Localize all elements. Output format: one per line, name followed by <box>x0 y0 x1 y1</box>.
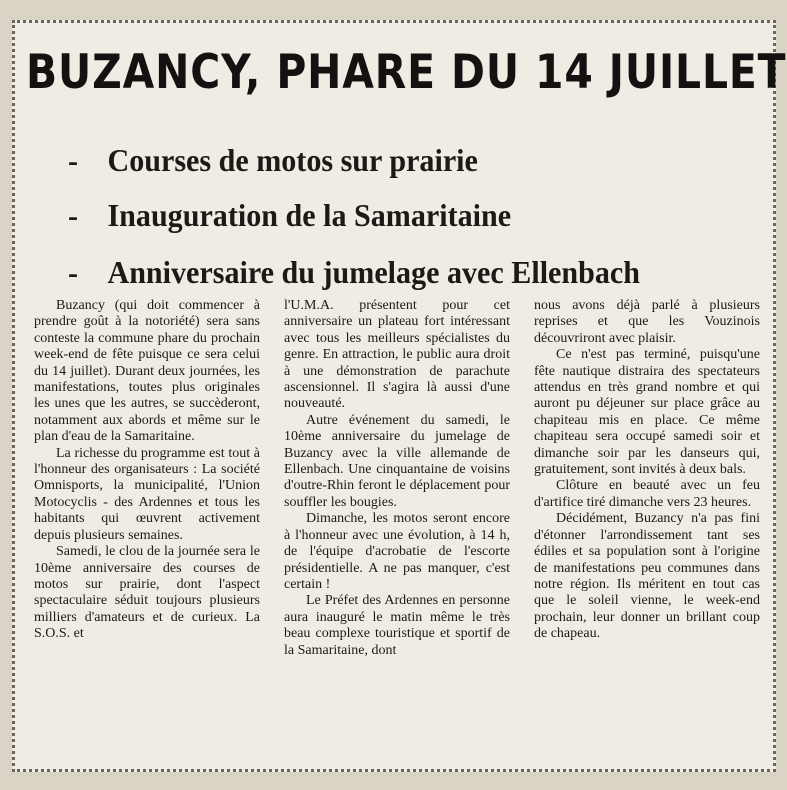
paragraph: Décidément, Buzancy n'a pas fini d'étonner l'arrondissement tant ses édiles et sa population sont à l'origine de manifestations peu communes dans notre région. Ils méritent en tout cas que le soleil vienne, le week-end prochain, leur donner un brillant coup de chapeau. <box>534 511 760 642</box>
paragraph: l'U.M.A. présentent pour cet anniversaire un plateau fort intéressant avec tous les meilleurs spécialistes du genre. En attraction, le public aura droit à une démonstration de parachute ascensionnel. Il s'agira là aussi d'une nouveauté. <box>284 298 510 412</box>
headline: BUZANCY, PHARE DU 14 JUILLET <box>26 45 787 100</box>
paragraph: nous avons déjà parlé à plusieurs reprises et que les Vouzinois découvriront avec plaisir. <box>534 298 760 346</box>
paragraph: La richesse du programme est tout à l'honneur des organisateurs : La société Omnisports, la municipalité, l'Union Motocyclis - des Ardennes et tous les habitants qui œuvrent activement depuis plusieurs semaines. <box>34 445 260 543</box>
paragraph: Buzancy (qui doit commencer à prendre goût à la notoriété) sera sans conteste la commune phare du prochain week-end de fête puisque ce sera celui du 14 juillet). Durant deux journées, les manifestations, toutes plus originales les unes que les autres, se succèderont, notamment aux abords et même sur le plan d'eau de la Samaritaine. <box>34 298 260 445</box>
paragraph: Clôture en beauté avec un feu d'artifice tiré dimanche vers 23 heures. <box>534 478 760 510</box>
article-column-1 <box>34 298 260 756</box>
article-column-3 <box>534 298 760 756</box>
paragraph: Autre événement du samedi, le 10ème anniversaire du jumelage de Buzancy avec la ville allemande de Ellenbach. Une cinquantaine de voisins d'outre-Rhin feront le déplacement pour souffler les bougies. <box>284 412 510 510</box>
subhead-jumelage: - Anniversaire du jumelage avec Ellenbach <box>68 254 640 290</box>
paragraph: Ce n'est pas terminé, puisqu'une fête nautique distraira des spectateurs attendus en très grand nombre et qui auront pu déjeuner sur place grâce au chapiteau mis en place. Ce même chapiteau sera occupé samedi soir et dimanche soir par les danseurs qui, gratuitement, sont invités à deux bals. <box>534 347 760 478</box>
subhead-samaritaine: - Inauguration de la Samaritaine <box>68 197 512 233</box>
subhead-text: Inauguration de la Samaritaine <box>107 197 512 233</box>
subhead-text: Anniversaire du jumelage avec Ellenbach <box>107 254 640 290</box>
subhead-text: Courses de motos sur prairie <box>107 142 478 178</box>
subhead-motos: - Courses de motos sur prairie <box>68 142 478 178</box>
paragraph: Samedi, le clou de la journée sera le 10ème anniversaire des courses de motos sur prairie, dont l'aspect spectaculaire séduit toujours plusieurs milliers d'amateurs et de curieux. La S.O.S. et <box>34 544 260 642</box>
paragraph: Le Préfet des Ardennes en personne aura inauguré le matin même le très beau complexe touristique et sportif de la Samaritaine, dont <box>284 593 510 658</box>
article-body <box>34 298 760 756</box>
article-column-2 <box>284 298 510 756</box>
paragraph: Dimanche, les motos seront encore à l'honneur avec une évolution, à 14 h, de l'équipe d'acrobatie de l'escorte présidentielle. A ne pas manquer, c'est certain ! <box>284 511 510 592</box>
